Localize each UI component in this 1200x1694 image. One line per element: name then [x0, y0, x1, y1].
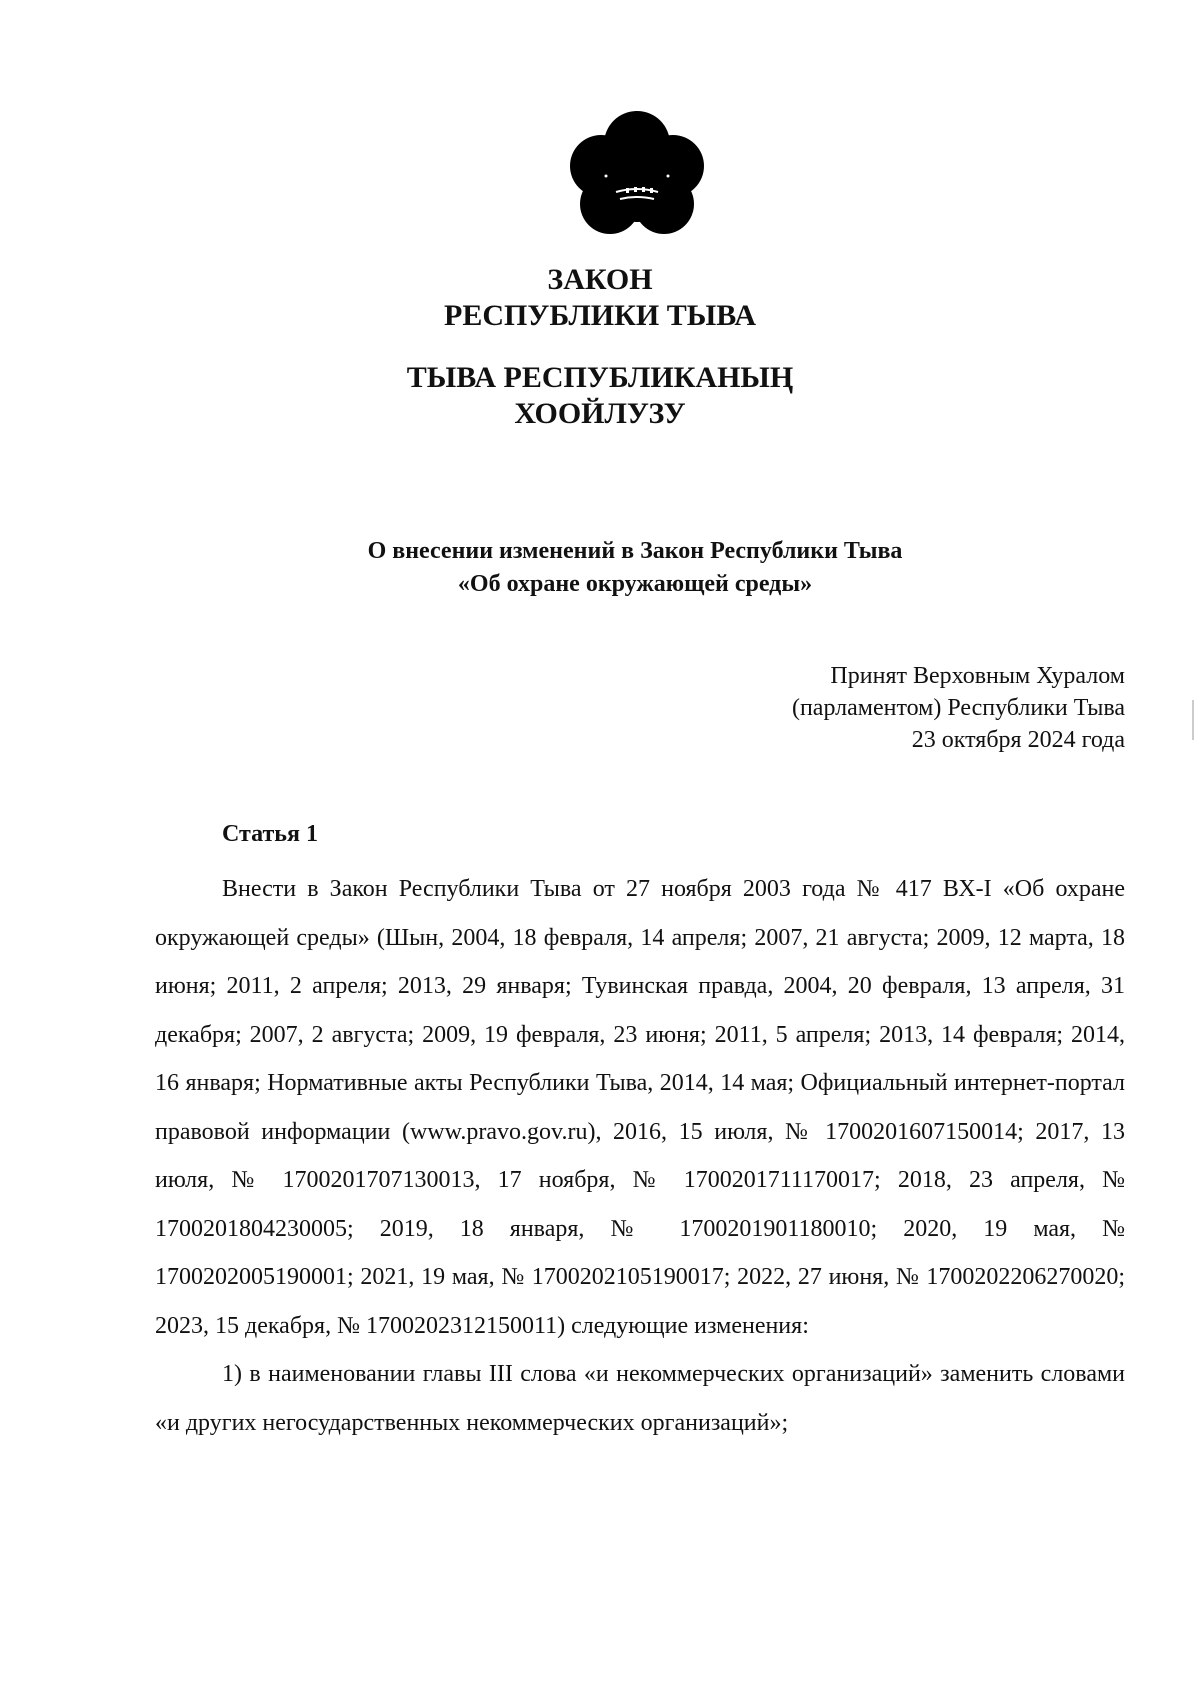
law-title-tyv-line2: ХООЙЛУЗУ: [514, 397, 686, 430]
law-title-russian: [0, 262, 1200, 334]
adoption-note-line2: (парламентом) Республики Тыва: [791, 695, 1125, 721]
law-title-tyv-line1: ТЫВА РЕСПУБЛИКАНЫҢ: [406, 361, 794, 394]
law-title-ru-line2: РЕСПУБЛИКИ ТЫВА: [444, 299, 756, 332]
adoption-note-line1: Принят Верховным Хуралом: [830, 663, 1125, 689]
article-heading: Статья 1: [222, 821, 318, 847]
law-title-tuvan: [0, 360, 1200, 432]
tuva-emblem-seal: [562, 100, 712, 250]
adoption-note: [792, 660, 1125, 756]
article-paragraph-1: Внести в Закон Республики Тыва от 27 ноября 2003 года № 417 ВХ-I «Об охране окружающей среды» (Шын, 2004, 18 февраля, 14 апреля; 2007, 21 августа; 2009, 12 марта, 18 июня; 2011, 2 апреля; 2013, 29 января; Тувинская правда, 2004, 20 февраля, 13 апреля, 31 декабря; 2007, 2 августа; 2009, 19 февраля, 23 июня; 2011, 5 апреля; 2013, 14 февраля; 2014, 16 января; Нормативные акты Республики Тыва, 2014, 14 мая; Официальный интернет-портал правовой информации (www.pravo.gov.ru), 2016, 15 июля, № 1700201607150014; 2017, 13 июля, № 1700201707130013, 17 ноября, № 1700201711170017; 2018, 23 апреля, № 1700201804230005; 2019, 18 января, № 1700201901180010; 2020, 19 мая, № 1700202005190001; 2021, 19 мая, № 1700202105190017; 2022, 27 июня, № 1700202206270020; 2023, 15 декабря, № 1700202312150011) следующие изменения:: [155, 876, 1125, 1339]
adoption-date: 23 октября 2024 года: [911, 727, 1125, 753]
scan-edge-mark: [1192, 700, 1194, 740]
article-paragraph-2: 1) в наименовании главы III слова «и некоммерческих организаций» заменить словами «и других негосударственных некоммерческих организаций»;: [155, 1361, 1125, 1436]
law-subject: [0, 535, 1200, 601]
law-subject-line2: «Об охране окружающей среды»: [457, 571, 813, 597]
article-body: [155, 865, 1125, 1447]
law-subject-line1: О внесении изменений в Закон Республики Тыва: [367, 538, 903, 564]
law-title-ru-line1: ЗАКОН: [547, 263, 653, 296]
